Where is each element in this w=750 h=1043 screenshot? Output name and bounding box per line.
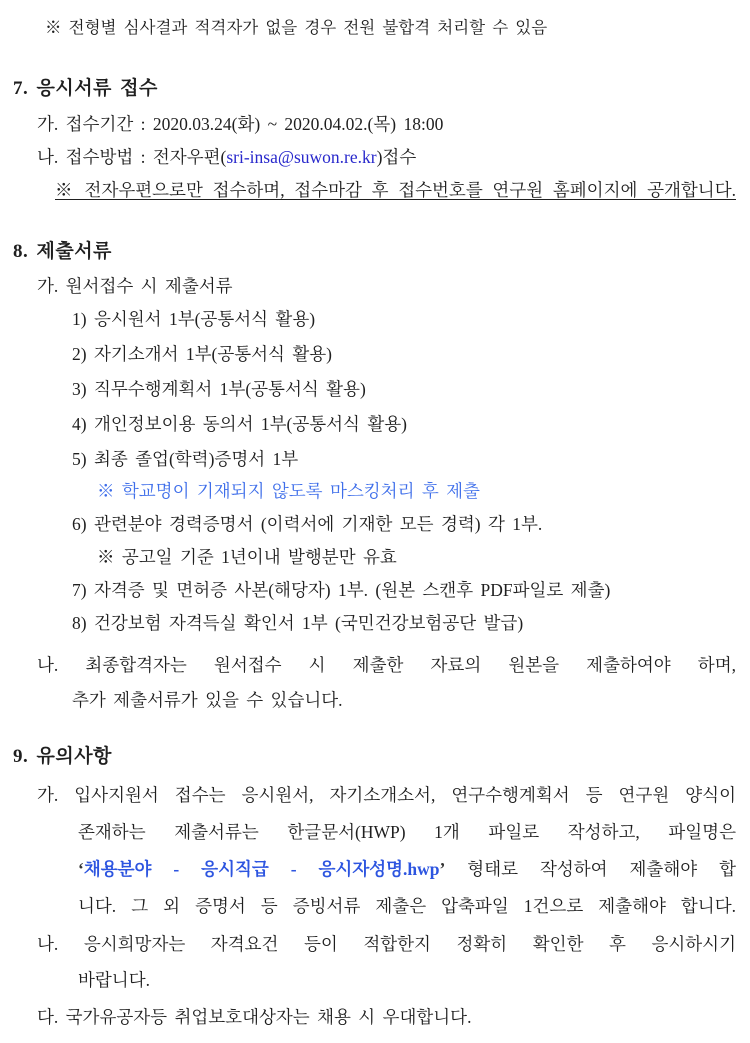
submit-docs-label: 가. 원서접수 시 제출서류 bbox=[37, 276, 233, 296]
section9-heading: 9. 유의사항 bbox=[13, 746, 112, 767]
receipt-method-prefix: 나. 접수방법 : 전자우편( bbox=[37, 147, 227, 167]
doc-item-6: 6) 관련분야 경력증명서 (이력서에 기재한 모든 경력) 각 1부. bbox=[72, 514, 543, 534]
section8-heading: 8. 제출서류 bbox=[13, 241, 112, 262]
notice-ga-line3 bbox=[78, 858, 736, 881]
notice-na-line2: 바랍니다. bbox=[78, 970, 150, 990]
doc-item-7: 7) 자격증 및 면허증 사본(해당자) 1부. (원본 스캔후 PDF파일로 제출) bbox=[72, 580, 611, 600]
section7-heading: 7. 응시서류 접수 bbox=[13, 78, 158, 99]
notice-da-line: 다. 국가유공자등 취업보호대상자는 채용 시 우대합니다. bbox=[37, 1007, 472, 1027]
doc-item-8: 8) 건강보험 자격득실 확인서 1부 (국민건강보험공단 발급) bbox=[72, 613, 524, 633]
screening-result-note: ※ 전형별 심사결과 적격자가 없을 경우 전원 불합격 처리할 수 있음 bbox=[45, 18, 548, 37]
doc-item-1: 1) 응시원서 1부(공통서식 활용) bbox=[72, 309, 316, 329]
receipt-method-line bbox=[37, 146, 416, 169]
email-link[interactable]: sri-insa@suwon.re.kr bbox=[226, 147, 377, 167]
filename-format: 채용분야 - 응시직급 - 응시자성명.hwp bbox=[83, 859, 440, 879]
filename-quote-close: ’ bbox=[439, 859, 446, 879]
final-pass-note-line2: 추가 제출서류가 있을 수 있습니다. bbox=[72, 690, 343, 710]
doc-item-3: 3) 직무수행계획서 1부(공통서식 활용) bbox=[72, 379, 366, 399]
receipt-method-suffix: )접수 bbox=[376, 147, 417, 167]
final-pass-note-line1: 나. 최종합격자는 원서접수 시 제출한 자료의 원본을 제출하여야 하며, bbox=[37, 655, 736, 675]
masking-note: ※ 학교명이 기재되지 않도록 마스킹처리 후 제출 bbox=[97, 481, 480, 501]
email-only-note: ※ 전자우편으로만 접수하며, 접수마감 후 접수번호를 연구원 홈페이지에 공개합니다. bbox=[55, 180, 736, 200]
notice-ga-line2: 존재하는 제출서류는 한글문서(HWP) 1개 파일로 작성하고, 파일명은 bbox=[78, 822, 736, 842]
doc-item-2: 2) 자기소개서 1부(공통서식 활용) bbox=[72, 344, 332, 364]
receipt-period-line: 가. 접수기간 : 2020.03.24(화) ~ 2020.04.02.(목) 18:00 bbox=[37, 114, 444, 134]
notice-ga-line3-rest: 형태로 작성하여 제출해야 합 bbox=[445, 859, 736, 879]
notice-na-line1: 나. 응시희망자는 자격요건 등이 적합한지 정확히 확인한 후 응시하시기 bbox=[37, 934, 736, 954]
doc-item-5: 5) 최종 졸업(학력)증명서 1부 bbox=[72, 449, 299, 469]
notice-ga-line4: 니다. 그 외 증명서 등 증빙서류 제출은 압축파일 1건으로 제출해야 합니다. bbox=[78, 896, 736, 916]
notice-ga-line1: 가. 입사지원서 접수는 응시원서, 자기소개소서, 연구수행계획서 등 연구원 양식이 bbox=[37, 785, 736, 805]
filename-quote-open: ‘ bbox=[78, 859, 84, 879]
validity-note: ※ 공고일 기준 1년이내 발행분만 유효 bbox=[97, 547, 397, 567]
doc-item-4: 4) 개인정보이용 동의서 1부(공통서식 활용) bbox=[72, 414, 407, 434]
